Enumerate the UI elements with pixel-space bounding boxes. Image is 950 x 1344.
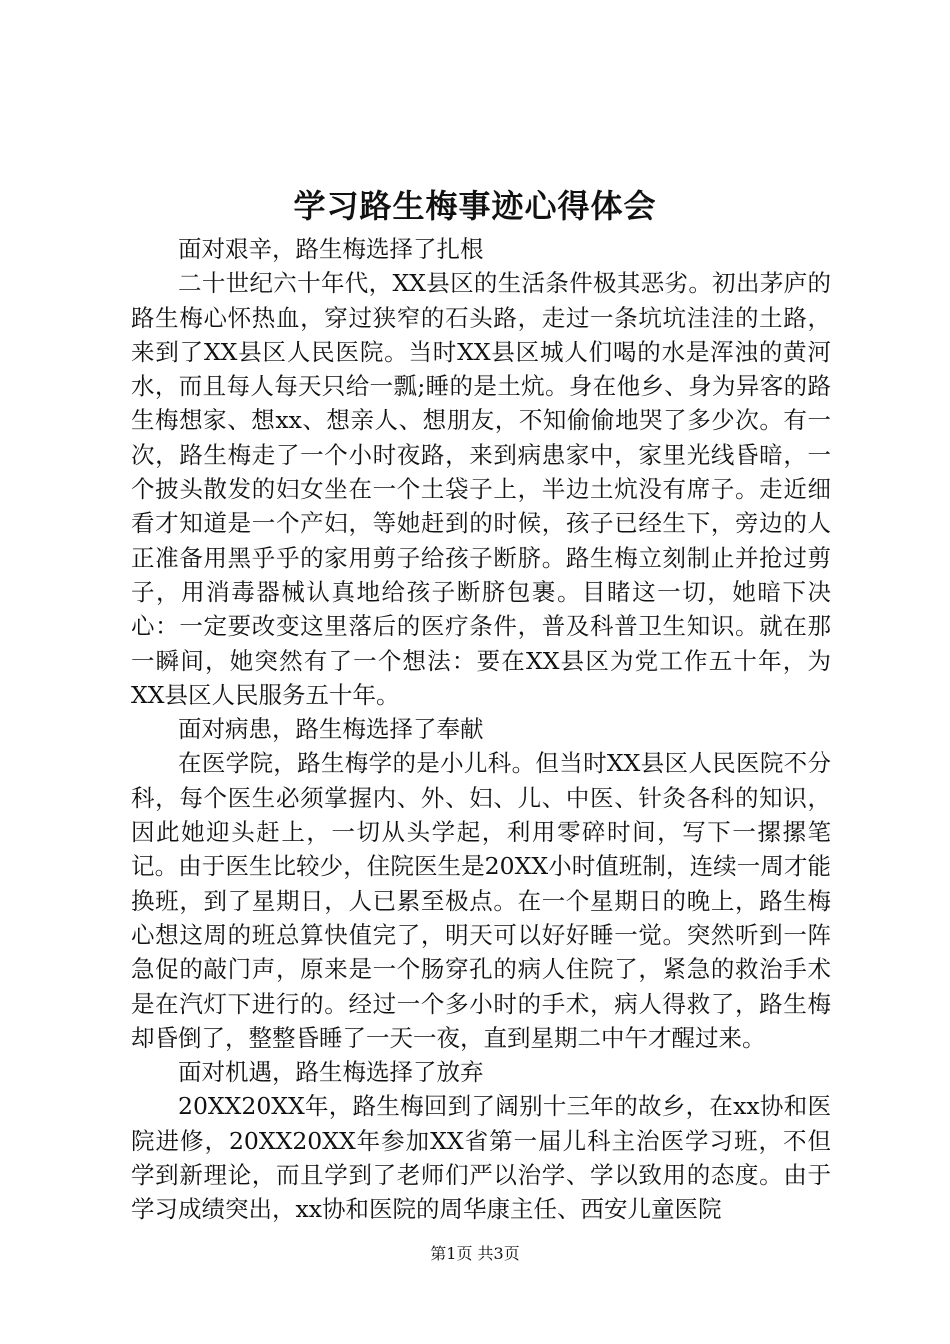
- section-heading: 面对机遇，路生梅选择了放弃: [178, 1058, 484, 1087]
- paragraph: 在医学院，路生梅学的是小儿科。但当时XX县区人民医院不分科，每个医生必须掌握内、外、妇、儿、中医、针灸各科的知识，因此她迎头赶上，一切从头学起，利用零碎时间，写下一摞摞笔记。由于医生比较少，住院医生是20XX小时值班制，连续一周才能换班，到了星期日，人已累至极点。在一个星期日的晚上，路生梅心想这周的班总算快值完了，明天可以好好睡一觉。突然听到一阵急促的敲门声，原来是一个肠穿孔的病人住院了，紧急的救治手术是在汽灯下进行的。经过一个多小时的手术，病人得救了，路生梅却昏倒了，整整昏睡了一天一夜，直到星期二中午才醒过来。: [131, 749, 831, 1052]
- document-title: 学习路生梅事迹心得体会: [293, 187, 657, 225]
- section-heading: 面对病患，路生梅选择了奉献: [178, 715, 484, 744]
- page-footer: 第1页 共3页: [430, 1244, 520, 1263]
- section-heading: 面对艰辛，路生梅选择了扎根: [178, 235, 484, 263]
- paragraph: 20XX20XX年，路生梅回到了阔别十三年的故乡，在xx协和医院进修，20XX20XX年参加XX省第一届儿科主治医学习班，不但学到新理论，而且学到了老师们严以治学、学以致用的态度。由于学习成绩突出，xx协和医院的周华康主任、西安儿童医院: [131, 1092, 831, 1224]
- document-body: [131, 232, 831, 1227]
- paragraph: 二十世纪六十年代，XX县区的生活条件极其恶劣。初出茅庐的路生梅心怀热血，穿过狭窄的石头路，走过一条坑坑洼洼的土路，来到了XX县区人民医院。当时XX县区城人们喝的水是浑浊的黄河水，而且每人每天只给一瓢;睡的是土炕。身在他乡、身为异客的路生梅想家、想xx、想亲人、想朋友，不知偷偷地哭了多少次。有一次，路生梅走了一个小时夜路，来到病患家中，家里光线昏暗，一个披头散发的妇女坐在一个土袋子上，半边土炕没有席子。走近细看才知道是一个产妇，等她赶到的时候，孩子已经生下，旁边的人正准备用黑乎乎的家用剪子给孩子断脐。路生梅立刻制止并抢过剪子，用消毒器械认真地给孩子断脐包裹。目睹这一切，她暗下决心：一定要改变这里落后的医疗条件，普及科普卫生知识。就在那一瞬间，她突然有了一个想法：要在XX县区为党工作五十年，为XX县区人民服务五十年。: [131, 269, 831, 709]
